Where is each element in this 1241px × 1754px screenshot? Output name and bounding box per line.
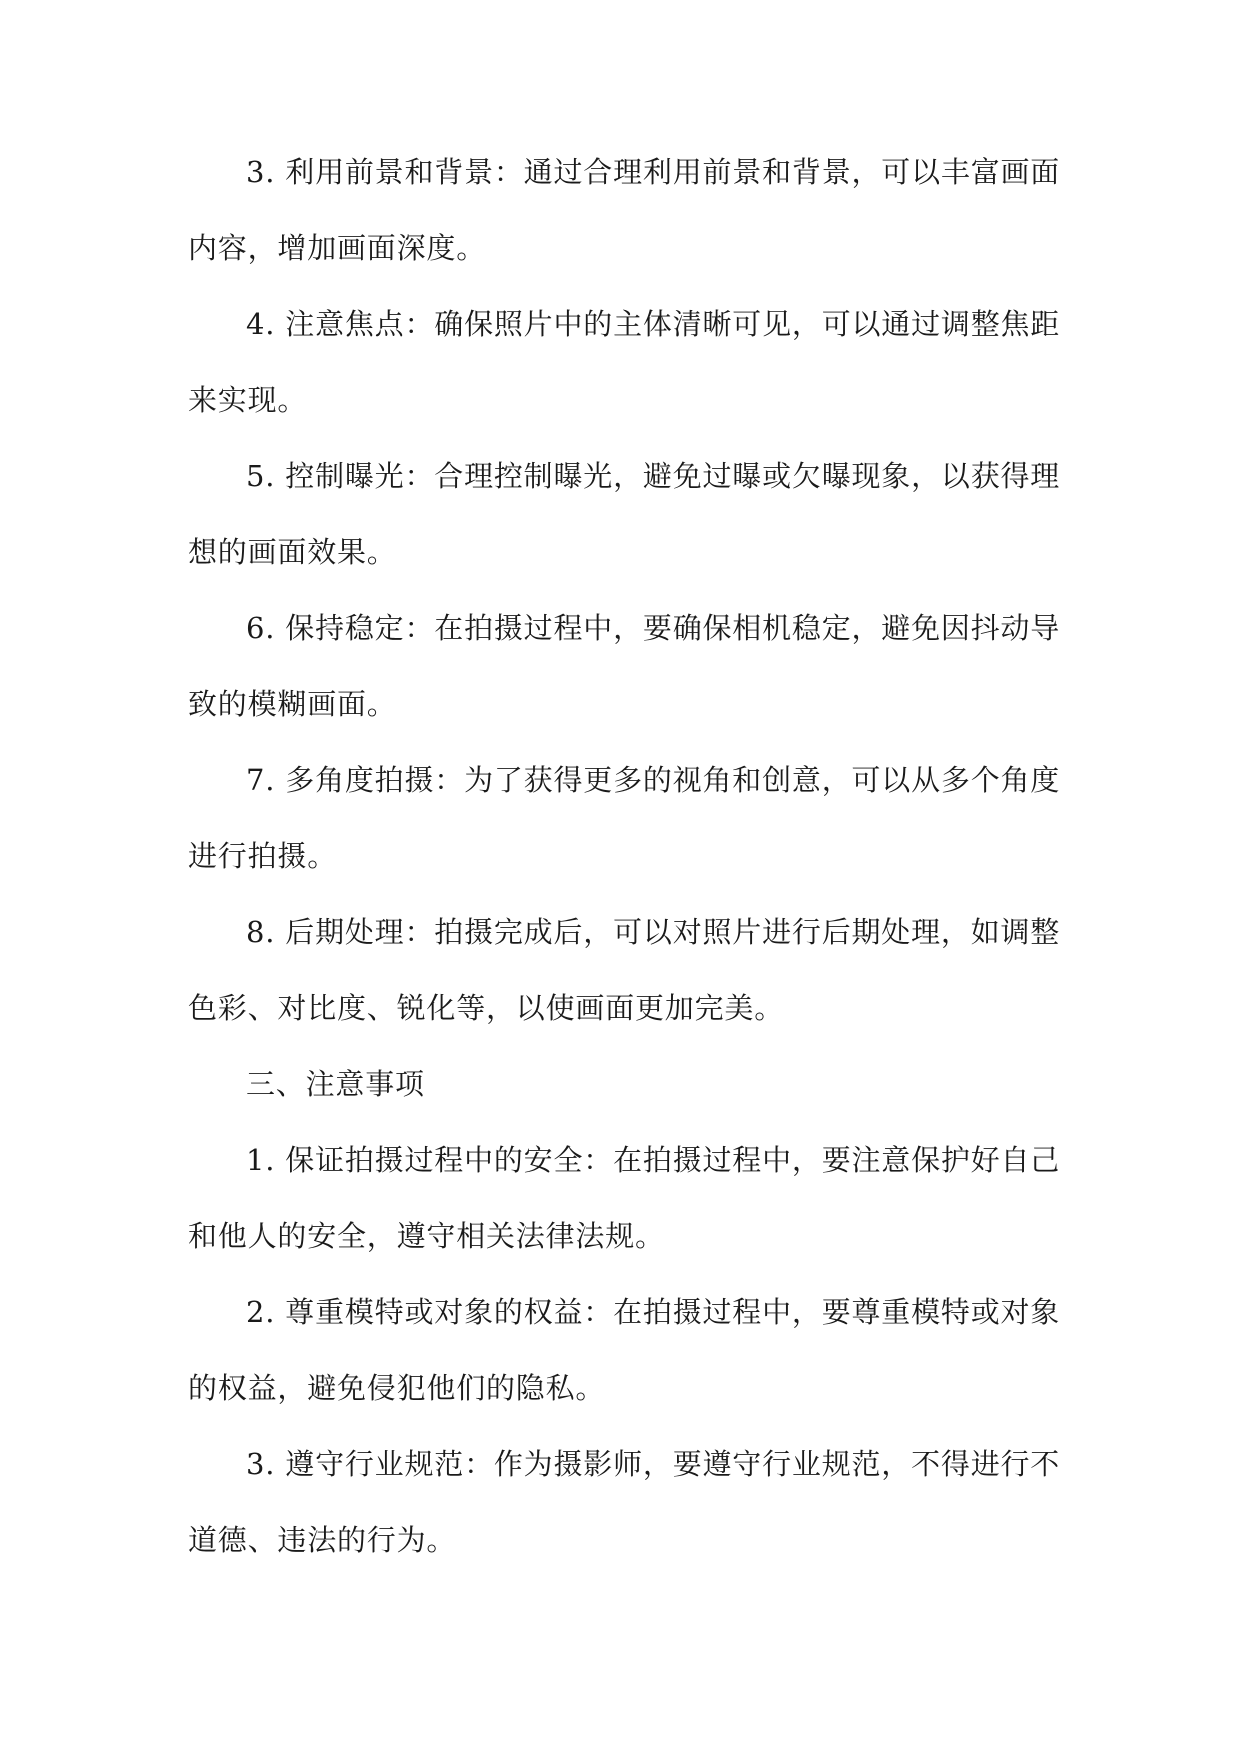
paragraph-line: 6. 保持稳定：在拍摄过程中，要确保相机稳定，避免因抖动导 bbox=[246, 611, 1061, 645]
paragraph-line: 的权益，避免侵犯他们的隐私。 bbox=[188, 1371, 606, 1405]
paragraph-line: 1. 保证拍摄过程中的安全：在拍摄过程中，要注意保护好自己 bbox=[246, 1143, 1061, 1177]
paragraph-line: 和他人的安全，遵守相关法律法规。 bbox=[188, 1219, 665, 1253]
paragraph-line: 7. 多角度拍摄：为了获得更多的视角和创意，可以从多个角度 bbox=[246, 763, 1061, 797]
paragraph-line: 致的模糊画面。 bbox=[188, 687, 397, 721]
section-heading-text: 三、注意事项 bbox=[246, 1067, 425, 1101]
paragraph-line: 内容，增加画面深度。 bbox=[188, 231, 487, 265]
paragraph-line: 4. 注意焦点：确保照片中的主体清晰可见，可以通过调整焦距 bbox=[246, 307, 1061, 341]
paragraph-line: 3. 遵守行业规范：作为摄影师，要遵守行业规范，不得进行不 bbox=[246, 1447, 1061, 1481]
paragraph-line: 2. 尊重模特或对象的权益：在拍摄过程中，要尊重模特或对象 bbox=[246, 1295, 1061, 1329]
paragraph-line: 色彩、对比度、锐化等，以使画面更加完美。 bbox=[188, 991, 785, 1025]
paragraph-line: 来实现。 bbox=[188, 383, 308, 417]
paragraph-line: 8. 后期处理：拍摄完成后，可以对照片进行后期处理，如调整 bbox=[246, 915, 1061, 949]
paragraph-line: 进行拍摄。 bbox=[188, 839, 338, 873]
paragraph-line: 道德、违法的行为。 bbox=[188, 1523, 457, 1557]
paragraph-line: 5. 控制曝光：合理控制曝光，避免过曝或欠曝现象，以获得理 bbox=[246, 459, 1061, 493]
paragraph-line: 3. 利用前景和背景：通过合理利用前景和背景，可以丰富画面 bbox=[246, 155, 1061, 189]
paragraph-line: 想的画面效果。 bbox=[188, 535, 397, 569]
